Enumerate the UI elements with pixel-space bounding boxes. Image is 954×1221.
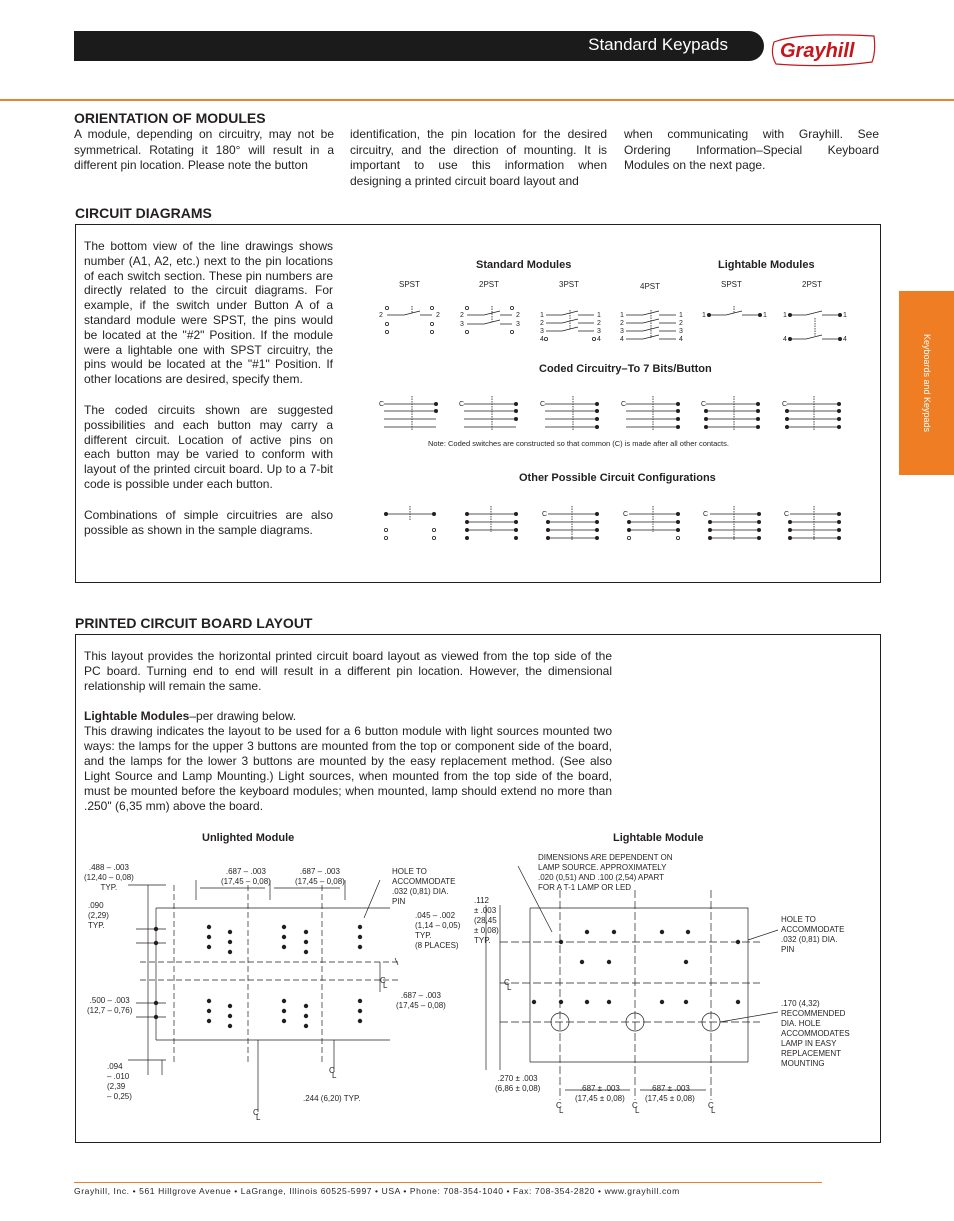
unlit-dim-4: HOLE TO ACCOMMODATE .032 (0,81) DIA. PIN: [392, 867, 456, 906]
svg-text:2: 2: [597, 320, 601, 327]
pcb-drawings: [80, 845, 870, 1135]
light-type-spst: SPST: [721, 280, 742, 289]
orientation-col2: identification, the pin location for the desired circuitry, and the direction of mounting. It is important to use this information when designing a printed circuit board layout and: [350, 127, 607, 188]
svg-text:4: 4: [540, 336, 544, 343]
svg-text:C: C: [380, 976, 386, 985]
orientation-heading: ORIENTATION OF MODULES: [74, 110, 266, 126]
standard-modules-label: Standard Modules: [476, 259, 572, 271]
svg-text:L: L: [559, 1106, 564, 1115]
svg-text:4: 4: [597, 336, 601, 343]
svg-text:2: 2: [679, 320, 683, 327]
svg-text:3: 3: [460, 321, 464, 328]
svg-text:C: C: [329, 1066, 335, 1075]
circuit-heading: CIRCUIT DIAGRAMS: [75, 205, 212, 221]
pcb-lightable-rest: –per drawing below.: [189, 709, 297, 723]
svg-text:1: 1: [540, 312, 544, 319]
svg-text:C: C: [782, 401, 788, 408]
header-rule: [0, 99, 954, 101]
svg-text:1: 1: [843, 312, 847, 319]
svg-text:C: C: [621, 401, 627, 408]
svg-text:C: C: [703, 511, 709, 518]
pcb-heading: PRINTED CIRCUIT BOARD LAYOUT: [75, 615, 313, 631]
grayhill-logo: [770, 30, 880, 70]
svg-text:2: 2: [460, 312, 464, 319]
lit-dim-3: HOLE TO ACCOMMODATE .032 (0,81) DIA. PIN: [781, 915, 845, 954]
svg-text:C: C: [784, 511, 790, 518]
unlit-dim-8: .687 – .003 (17,45 – 0,08): [396, 991, 446, 1010]
svg-text:3: 3: [540, 328, 544, 335]
svg-text:C: C: [708, 1101, 714, 1110]
svg-text:C: C: [540, 401, 546, 408]
std-type-3pst: 3PST: [559, 280, 580, 289]
svg-text:4: 4: [620, 336, 624, 343]
lit-dim-4: .170 (4,32) RECOMMENDED DIA. HOLE ACCOMMODATES LAMP IN EASY REPLACEMENT MOUNTING: [781, 999, 850, 1068]
lit-dim-7: .687 ± .003 (17,45 ± 0,08): [645, 1084, 695, 1103]
svg-text:4: 4: [843, 336, 847, 343]
svg-text:1: 1: [763, 312, 767, 319]
light-type-2pst: 2PST: [802, 280, 823, 289]
svg-text:C: C: [504, 978, 510, 987]
std-type-2pst: 2PST: [479, 280, 500, 289]
svg-text:L: L: [507, 983, 512, 992]
std-type-4pst: 4PST: [640, 282, 661, 291]
svg-text:3: 3: [597, 328, 601, 335]
logo-text: Grayhill: [780, 40, 855, 62]
svg-text:2: 2: [540, 320, 544, 327]
svg-text:1: 1: [679, 312, 683, 319]
unlit-dim-10: .244 (6,20) TYP.: [303, 1094, 361, 1103]
svg-text:2: 2: [436, 312, 440, 319]
svg-text:C: C: [623, 511, 629, 518]
circuit-p3: Combinations of simple circuitries are also possible as shown in the sample diagrams.: [84, 508, 333, 537]
unlit-dim-6: .045 – .002 (1,14 – 0,05) TYP. (8 PLACES): [415, 911, 461, 950]
unlit-dim-1: .488 – .003 (12,40 – 0,08) TYP.: [84, 863, 134, 892]
lightable-modules-label: Lightable Modules: [718, 259, 815, 271]
svg-text:2: 2: [379, 312, 383, 319]
footer-rule: [74, 1182, 822, 1183]
other-config-label: Other Possible Circuit Configurations: [519, 472, 716, 484]
header-bar: [74, 31, 764, 61]
lit-module-label: Lightable Module: [613, 832, 704, 844]
lit-dim-1: DIMENSIONS ARE DEPENDENT ON LAMP SOURCE. APPROXIMATELY .020 (0,51) AND .100 (2,54) APART FOR A T-1 LAMP OR LED: [538, 853, 673, 892]
svg-text:L: L: [383, 981, 388, 990]
pcb-p1: This layout provides the horizontal printed circuit board layout as viewed from the top side of the PC board. Turning end to end will result in a different pin location. However, the dimensional relationship will remain the same.: [84, 649, 612, 693]
svg-text:C: C: [253, 1108, 259, 1117]
svg-text:C: C: [542, 511, 548, 518]
svg-text:3: 3: [516, 321, 520, 328]
svg-text:2: 2: [620, 320, 624, 327]
side-tab-label: Keyboards and Keypads: [921, 333, 932, 433]
svg-text:3: 3: [620, 328, 624, 335]
svg-text:1: 1: [597, 312, 601, 319]
svg-text:C: C: [379, 401, 385, 408]
svg-text:3: 3: [679, 328, 683, 335]
unlit-dim-9: .094 – .010 (2,39 – 0,25): [107, 1062, 132, 1101]
lit-dim-2: .112 ± .003 (28,45 ± 0,08) TYP.: [474, 896, 499, 945]
footer-contact: Grayhill, Inc. • 561 Hillgrove Avenue • LaGrange, Illinois 60525-5997 • USA • Phone: 708-354-1040 • Fax: 708-354-2820 • www.grayhill.com: [74, 1186, 680, 1196]
svg-text:1: 1: [783, 312, 787, 319]
std-type-spst: SPST: [399, 280, 420, 289]
svg-text:1: 1: [702, 312, 706, 319]
svg-text:L: L: [711, 1106, 716, 1115]
unlit-module-label: Unlighted Module: [202, 832, 295, 844]
unlit-dim-3: .687 – .003 (17,45 – 0,08): [295, 867, 345, 886]
unlit-dim-7: .500 – .003 (12,7 – 0,76): [87, 996, 133, 1015]
lit-dim-6: .687 ± .003 (17,45 ± 0,08): [575, 1084, 625, 1103]
svg-text:C: C: [701, 401, 707, 408]
unlit-dim-2: .687 – .003 (17,45 – 0,08): [221, 867, 271, 886]
pcb-p2: This drawing indicates the layout to be used for a 6 button module with light sources mounted two ways: the lamps for the upper 3 buttons are mounted from the top or component side of the board, and the lamps for the lower 3 buttons are mounted by the easy replacement method. (See also Light Source and Lamp Mounting.) Light sources, when mounted from the top side of the board, must be mounted before the keyboard modules; when mounted, lamp should extend no more than .250" (6,35 mm) above the board.: [84, 724, 612, 813]
coded-note: Note: Coded switches are constructed so that common (C) is made after all other contacts.: [428, 439, 729, 448]
pcb-lightable-line: [84, 709, 612, 724]
svg-text:2: 2: [516, 312, 520, 319]
svg-text:C: C: [556, 1101, 562, 1110]
svg-text:L: L: [256, 1113, 261, 1122]
svg-text:4: 4: [783, 336, 787, 343]
orientation-col3: when communicating with Grayhill. See Ordering Information–Special Keyboard Modules on the next page.: [624, 127, 879, 172]
svg-text:L: L: [332, 1071, 337, 1080]
pcb-lightable-bold: Lightable Modules: [84, 709, 190, 723]
coded-label: Coded Circuitry–To 7 Bits/Button: [539, 363, 712, 375]
svg-text:C: C: [459, 401, 465, 408]
circuit-p1: The bottom view of the line drawings shows number (A1, A2, etc.) next to the pin locations of each switch section. These pin numbers are directly related to the circuit diagrams. For example, if the switch under Button A of a standard module were SPST, the pins would be located at the "#2" Position. If the module were a lightable one with SPST circuitry, the pins would be located at the "#1" Position. If other locations are desired, specify them.: [84, 239, 333, 387]
svg-text:4: 4: [679, 336, 683, 343]
unlit-dim-5: .090 (2,29) TYP.: [88, 901, 109, 930]
svg-text:1: 1: [620, 312, 624, 319]
side-tab[interactable]: [899, 291, 954, 475]
circuit-p2: The coded circuits shown are suggested possibilities and each button may carry a different circuit. Location of active pins on each button may be varied to conform with layout of the printed circuit board. Up to a 7-bit code is possible under each button.: [84, 403, 333, 491]
svg-text:C: C: [632, 1101, 638, 1110]
circuit-schematics: [370, 295, 850, 555]
page-title: Standard Keypads: [588, 35, 728, 54]
lit-dim-5: .270 ± .003 (6,86 ± 0,08): [495, 1074, 541, 1093]
svg-text:L: L: [635, 1106, 640, 1115]
orientation-col1: A module, depending on circuitry, may not be symmetrical. Rotating it 180° will result in a different pin location. Please note the button: [74, 127, 334, 172]
